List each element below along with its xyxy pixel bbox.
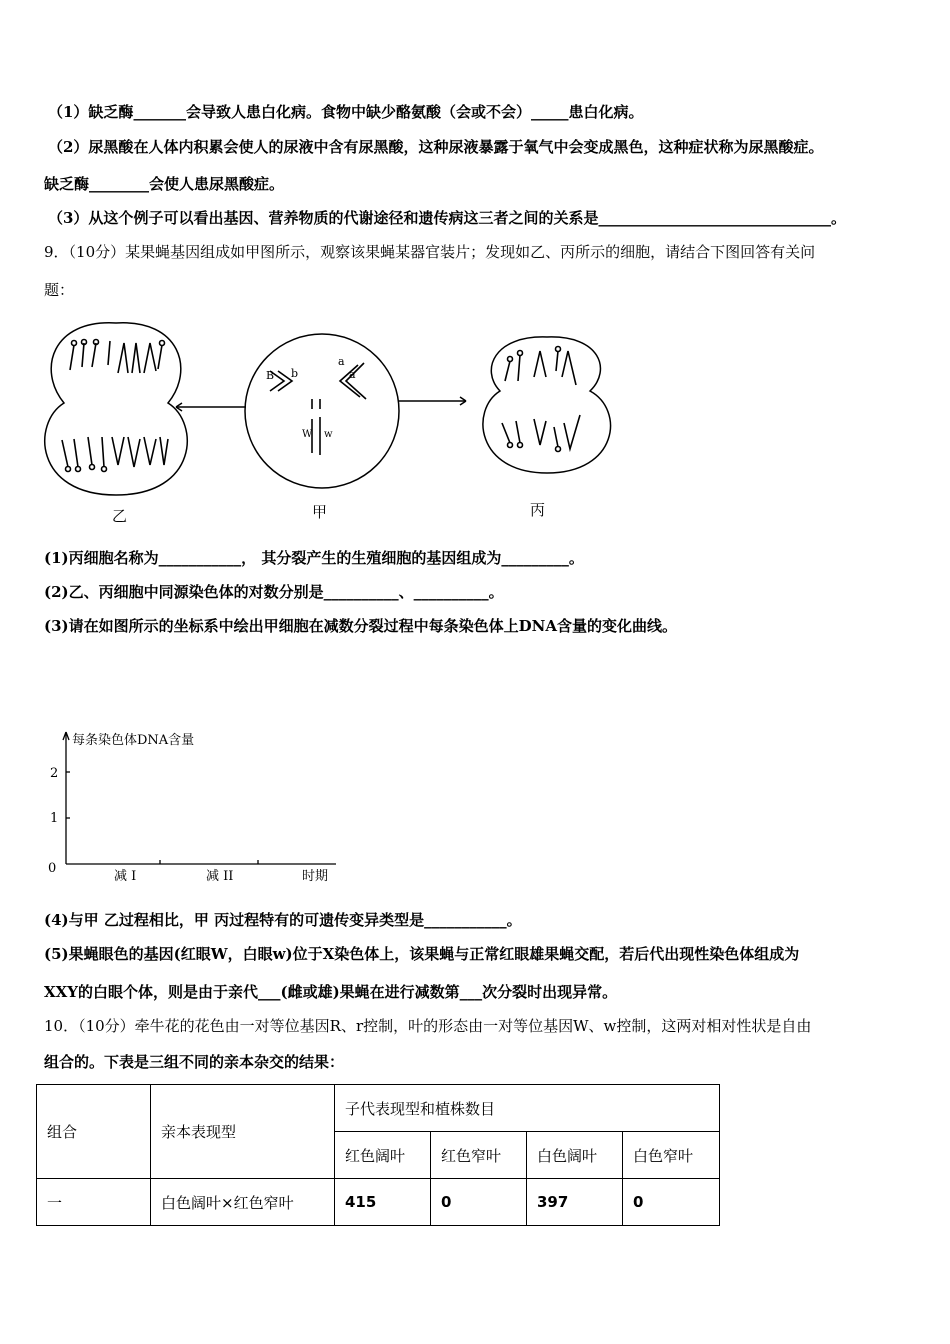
gene-label-W: W [302, 429, 313, 440]
table-cell-group: 一 [37, 1179, 151, 1226]
cell-yi-chromosomes-bottom [62, 437, 168, 472]
table-cell-value: 415 [335, 1179, 431, 1226]
table-subheader-white-narrow: 白色窄叶 [623, 1132, 720, 1179]
q9-sub1: (1)丙细胞名称为___________， 其分裂产生的生殖细胞的基因组成为_________。 [44, 549, 584, 567]
gene-label-a1: a [338, 355, 345, 368]
gene-label-w: w [324, 429, 333, 440]
cell-bing-chromosomes-bottom [502, 415, 580, 452]
q10-stem-line2: 组合的。下表是三组不同的亲本杂交的结果： [44, 1053, 345, 1071]
q8-part2-line1: （2）尿黑酸在人体内积累会使人的尿液中含有尿黑酸，这种尿液暴露于氧气中会变成黑色，这种症状称为尿黑酸症。 [48, 138, 824, 156]
q9-sub2: (2)乙、丙细胞中同源染色体的对数分别是__________、__________。 [44, 583, 504, 601]
table-cell-value: 0 [623, 1179, 720, 1226]
graph-ylabel: 每条染色体DNA含量 [72, 733, 195, 748]
q9-sub5-line1: (5)果蝇眼色的基因(红眼W，白眼w)位于X染色体上，该果蝇与正常红眼雄果蝇交配，若后代出现性染色体组成为 [44, 945, 800, 963]
cell-bing-chromosomes-top [505, 347, 576, 386]
q9-sub4: (4)与甲 乙过程相比，甲 丙过程特有的可遗传变异类型是___________。 [44, 911, 522, 929]
cell-bing-outline [483, 337, 611, 473]
q8-part3: （3）从这个例子可以看出基因、营养物质的代谢途径和遗传病这三者之间的关系是_______________________________。 [48, 209, 846, 227]
table-cell-parent: 白色阔叶×红色窄叶 [151, 1179, 335, 1226]
q9-stem-line1: 9．（10分）某果蝇基因组成如甲图所示，观察该果蝇某器官装片；发现如乙、丙所示的细胞，请结合下图回答有关问 [44, 243, 816, 261]
table-subheader-red-narrow: 红色窄叶 [431, 1132, 527, 1179]
y-tick-1: 1 [50, 811, 59, 826]
dna-content-axes [40, 722, 350, 888]
gene-label-B: B [266, 369, 275, 382]
y-tick-2: 2 [50, 766, 59, 781]
q8-part1: （1）缺乏酶_______会导致人患白化病。食物中缺少酪氨酸（会或不会）_____患白化病。 [48, 103, 644, 121]
label-bing: 丙 [530, 501, 546, 519]
table-header-group: 组合 [37, 1085, 151, 1179]
origin-label: 0 [48, 861, 57, 876]
table-cell-value: 0 [431, 1179, 527, 1226]
cell-yi-chromosomes-top [70, 340, 165, 374]
table-row [37, 1179, 720, 1226]
gene-label-b: b [291, 367, 299, 380]
cross-results-table [36, 1084, 720, 1226]
q10-stem-line1: 10．（10分）牵牛花的花色由一对等位基因R、r控制，叶的形态由一对等位基因W、w控制，这两对相对性状是自由 [44, 1017, 812, 1035]
table-subheader-white-broad: 白色阔叶 [527, 1132, 623, 1179]
label-yi: 乙 [112, 507, 128, 525]
q9-stem-line2: 题： [44, 281, 75, 299]
cell-jia-outline [245, 334, 399, 488]
table-cell-value: 397 [527, 1179, 623, 1226]
table-subheader-red-broad: 红色阔叶 [335, 1132, 431, 1179]
x-tick-meiosis1: 减 I [114, 869, 137, 884]
q9-sub5-line2: XXY的白眼个体，则是由于亲代___(雌或雄)果蝇在进行减数第___次分裂时出现异常。 [44, 983, 618, 1001]
q8-part2-line2: 缺乏酶________会使人患尿黑酸症。 [44, 175, 285, 193]
table-header-offspring: 子代表现型和植株数目 [335, 1085, 720, 1132]
table-header-parent: 亲本表现型 [151, 1085, 335, 1179]
gene-label-a2: a [349, 368, 356, 381]
cell-division-figure [40, 315, 620, 530]
x-tick-meiosis2: 减 II [206, 869, 234, 884]
label-jia: 甲 [312, 503, 328, 521]
q9-sub3: (3)请在如图所示的坐标系中绘出甲细胞在减数分裂过程中每条染色体上DNA含量的变化曲线。 [44, 617, 677, 635]
graph-xlabel: 时期 [302, 869, 329, 884]
